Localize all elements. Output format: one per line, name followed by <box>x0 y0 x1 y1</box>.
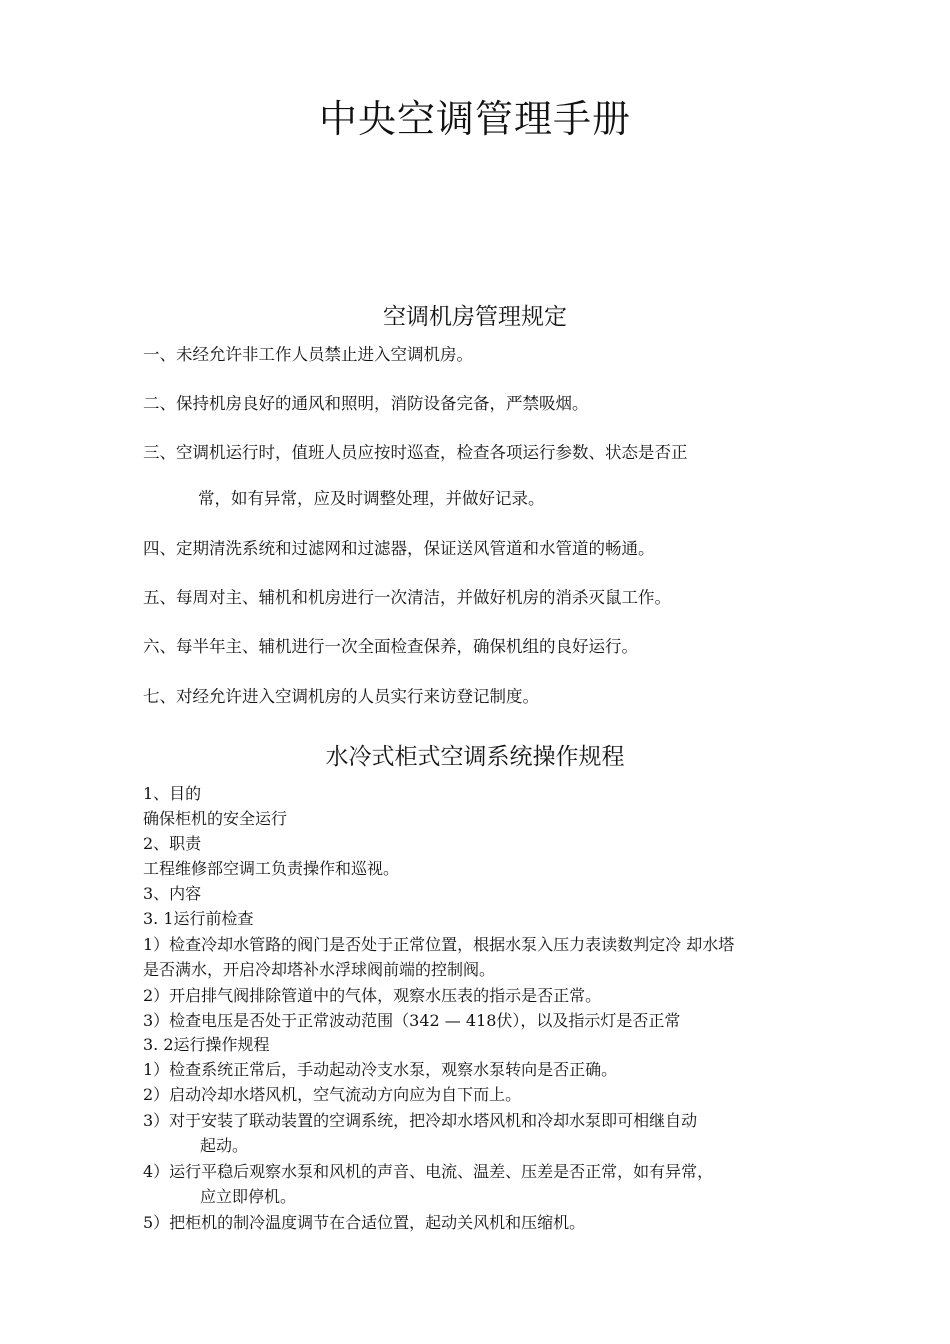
procedure-line: 3）检查电压是否处于正常波动范围（342 — 418伏），以及指示灯是否正常 <box>143 1011 681 1030</box>
procedure-line: 3. 2运行操作规程 <box>143 1035 270 1054</box>
procedure-line: 1、目的 <box>143 784 202 803</box>
procedure-line: 3）对于安装了联动装置的空调系统，把冷却水塔风机和冷却水泵即可相继自动 <box>143 1111 698 1130</box>
procedure-line: 5）把柜机的制冷温度调节在合适位置，起动关风机和压缩机。 <box>143 1213 586 1232</box>
procedure-line-continuation: 应立即停机。 <box>200 1187 297 1206</box>
rule-item: 三、空调机运行时，值班人员应按时巡查，检查各项运行参数、状态是否正 <box>143 443 688 462</box>
procedure-line: 是否满水，开启冷却塔补水浮球阀前端的控制阀。 <box>143 960 496 979</box>
procedure-line: 确保柜机的安全运行 <box>143 809 288 828</box>
procedure-line: 2、职责 <box>143 834 202 853</box>
rule-item: 一、未经允许非工作人员禁止进入空调机房。 <box>143 345 473 364</box>
rule-item: 六、每半年主、辅机进行一次全面检查保养，确保机组的良好运行。 <box>143 637 638 656</box>
rule-item: 二、保持机房良好的通风和照明，消防设备完备，严禁吸烟。 <box>143 394 589 413</box>
procedure-line: 4）运行平稳后观察水泵和风机的声音、电流、温差、压差是否正常，如有异常， <box>143 1162 714 1181</box>
document-title: 中央空调管理手册 <box>318 97 631 141</box>
procedure-line: 2）启动冷却水塔风机，空气流动方向应为自下而上。 <box>143 1085 522 1104</box>
section-heading-operation: 水冷式柜式空调系统操作规程 <box>325 744 625 770</box>
procedure-line: 2）开启排气阀排除管道中的气体，观察水压表的指示是否正常。 <box>143 986 602 1005</box>
procedure-line: 1）检查系统正常后，手动起动冷支水泵，观察水泵转向是否正确。 <box>143 1060 618 1079</box>
procedure-line-continuation: 起动。 <box>200 1136 249 1155</box>
procedure-line: 3、内容 <box>143 884 202 903</box>
rule-item-continuation: 常，如有异常，应及时调整处理，并做好记录。 <box>198 489 545 508</box>
section-heading-machine-room: 空调机房管理规定 <box>383 304 567 330</box>
procedure-line: 工程维修部空调工负责操作和巡视。 <box>143 859 400 878</box>
rule-item: 五、每周对主、辅机和机房进行一次清洁，并做好机房的消杀灭鼠工作。 <box>143 588 671 607</box>
rule-item: 四、定期清洗系统和过滤网和过滤器，保证送风管道和水管道的畅通。 <box>143 539 655 558</box>
rule-item: 七、对经允许进入空调机房的人员实行来访登记制度。 <box>143 687 539 706</box>
procedure-line: 1）检查冷却水管路的阀门是否处于正常位置，根据水泵入压力表读数判定冷 却水塔 <box>143 935 735 954</box>
procedure-line: 3. 1运行前检查 <box>143 909 254 928</box>
